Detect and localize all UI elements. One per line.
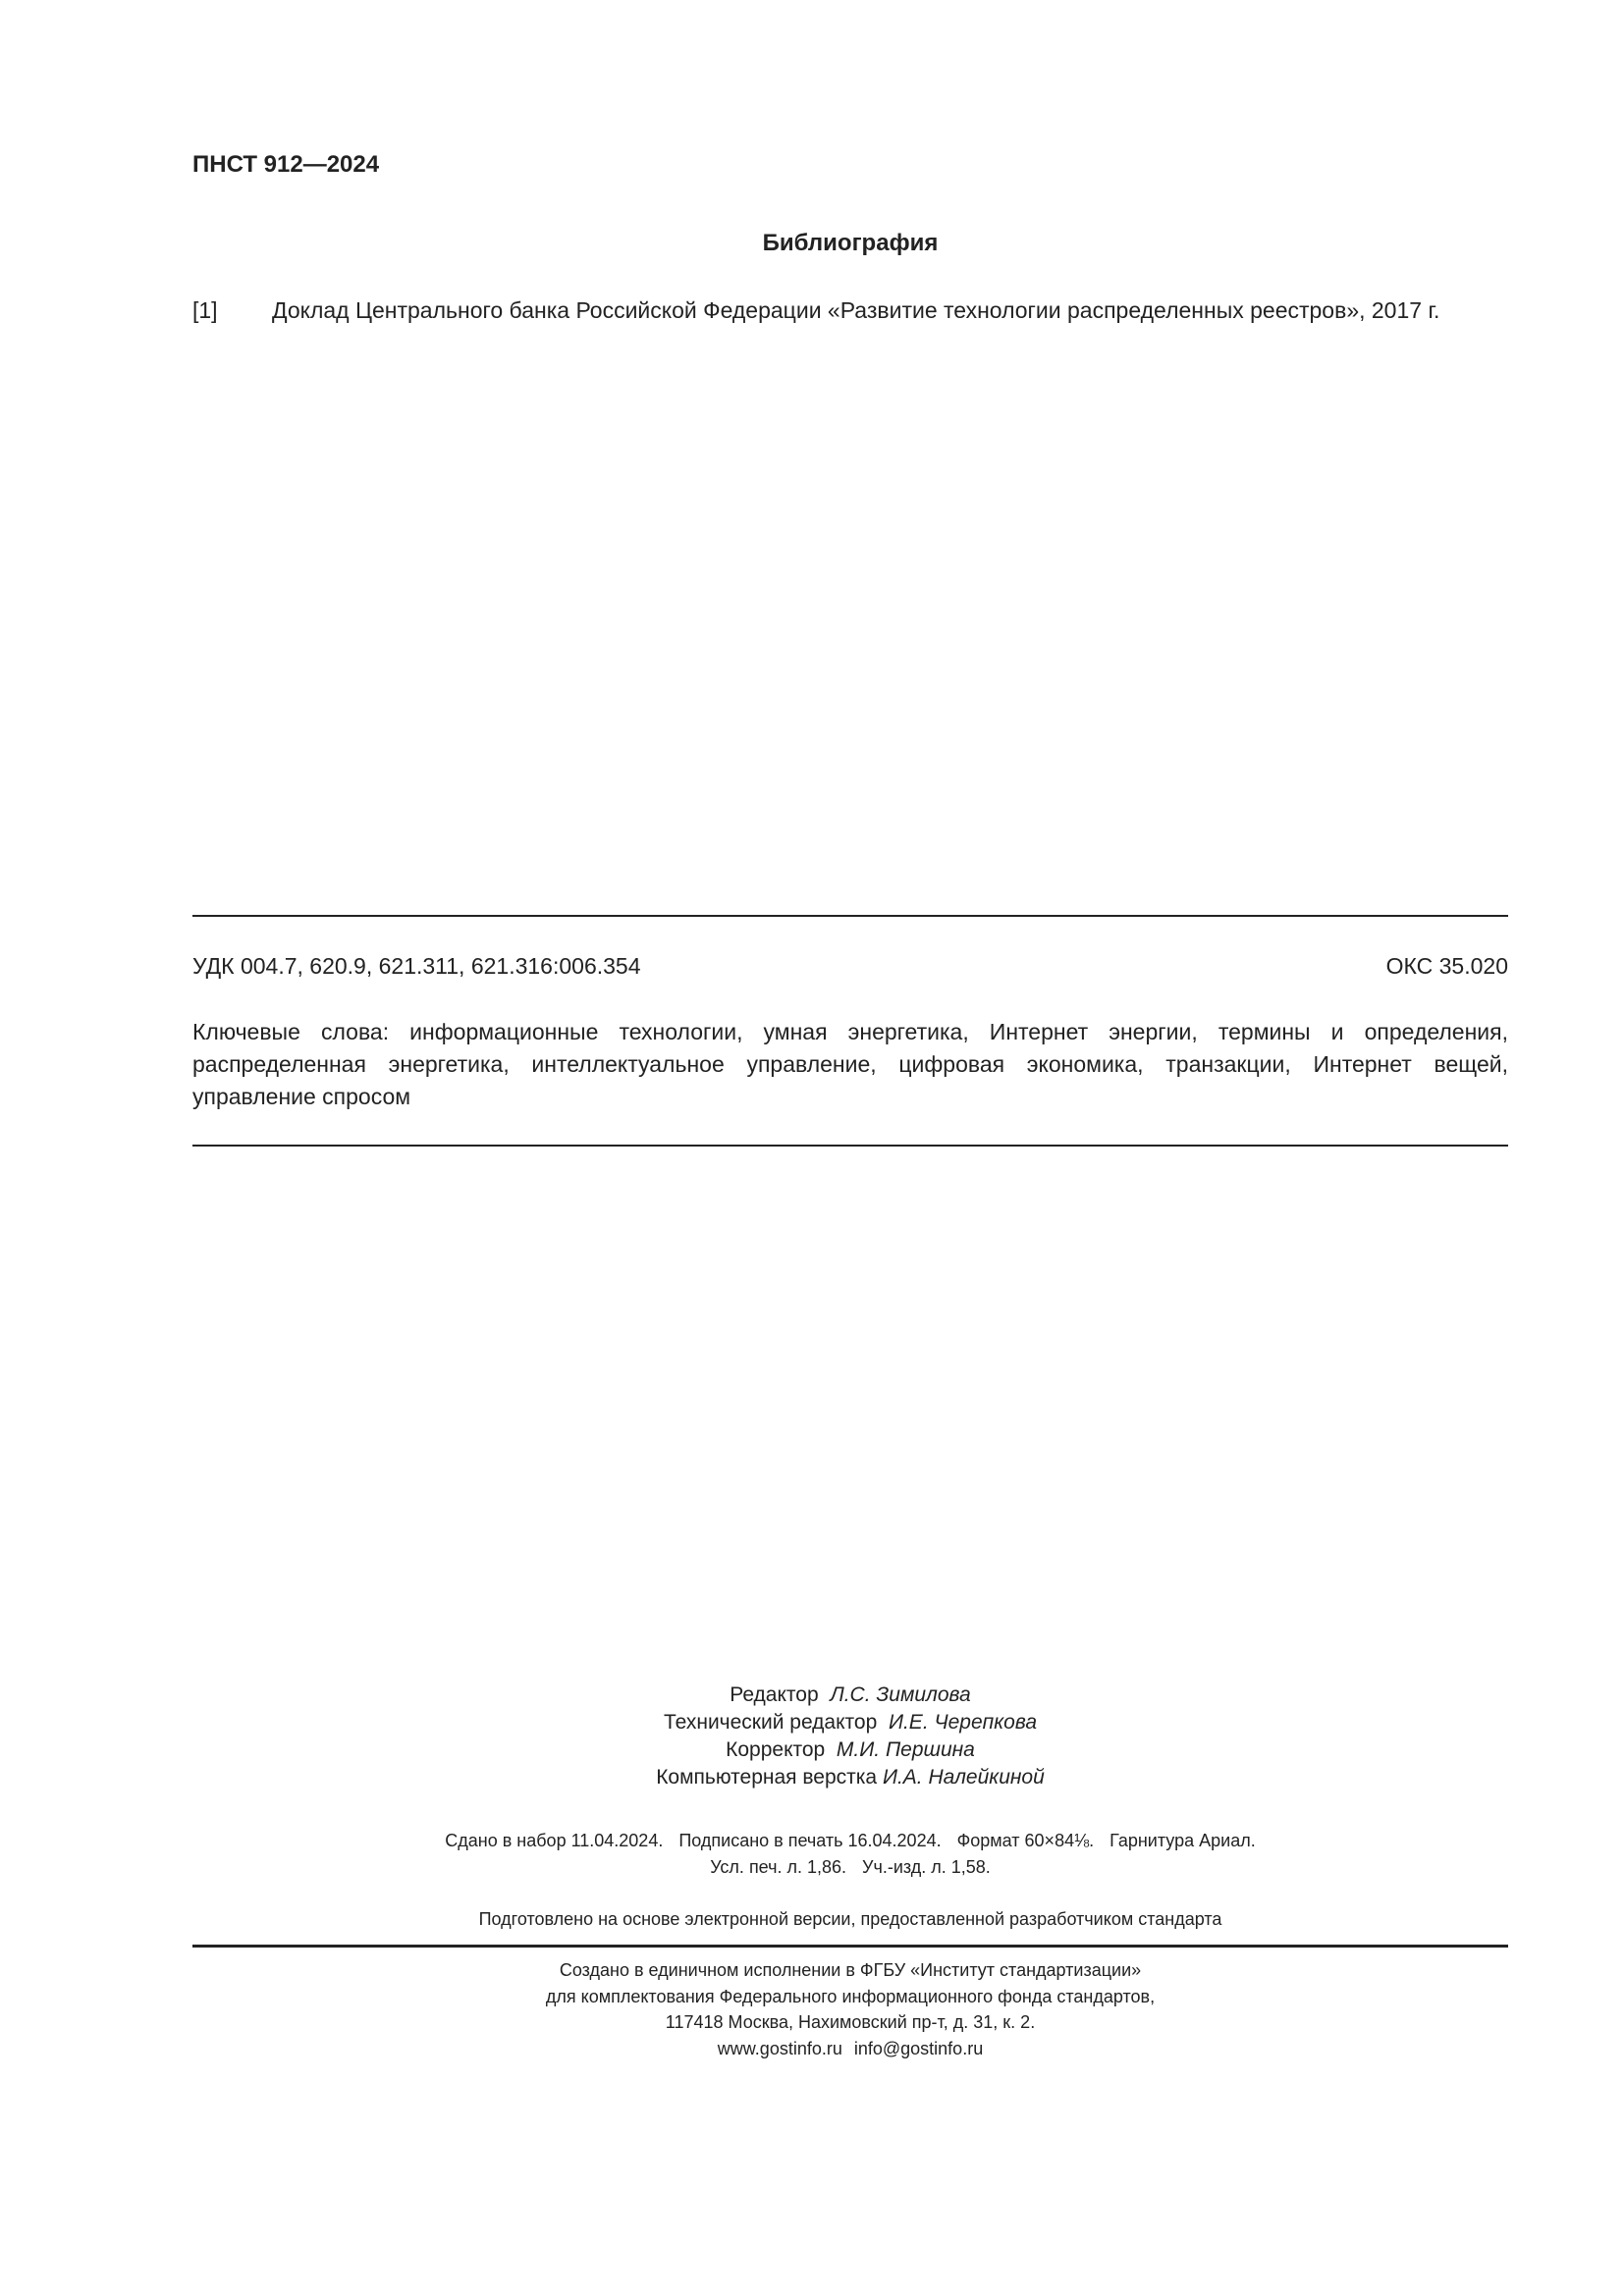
- oks-code: ОКС 35.020: [1385, 953, 1508, 979]
- credit-role: Технический редактор: [663, 1711, 878, 1734]
- credit-name: М.И. Першина: [836, 1738, 975, 1761]
- credit-role: Редактор: [730, 1683, 819, 1706]
- website-link[interactable]: www.gostinfo.ru: [717, 2039, 842, 2059]
- footer-contacts: [192, 2036, 1508, 2062]
- credit-name: И.А. Налейкиной: [882, 1766, 1045, 1789]
- bibliography-entry: [192, 296, 1508, 325]
- credit-editor: [192, 1682, 1508, 1709]
- footer-line-3: 117418 Москва, Нахимовский пр-т, д. 31, к. 2.: [665, 2012, 1036, 2033]
- email-link[interactable]: info@gostinfo.ru: [853, 2039, 984, 2059]
- document-code: ПНСТ 912—2024: [192, 151, 380, 178]
- publisher-footer: [192, 1957, 1508, 2062]
- credits: [192, 1682, 1508, 1791]
- publisher-sheets: Уч.-изд. л. 1,58.: [862, 1857, 991, 1877]
- imprint-line-1: [192, 1828, 1508, 1854]
- signed-date: Подписано в печать 16.04.2024.: [678, 1831, 942, 1850]
- submitted-date: Сдано в набор 11.04.2024.: [445, 1831, 664, 1850]
- bibliography-entry-number: [1]: [192, 297, 218, 323]
- credit-role: Корректор: [726, 1738, 826, 1761]
- print-sheets: Усл. печ. л. 1,86.: [710, 1857, 847, 1877]
- prepared-note: Подготовлено на основе электронной версии, предоставленной разработчиком стандарта: [478, 1909, 1222, 1929]
- imprint: [192, 1828, 1508, 1881]
- imprint-line-2: [192, 1854, 1508, 1881]
- keywords: Ключевые слова: информационные технологии, умная энергетика, Интернет энергии, термины и определения, распределенная энергетика, интеллектуальное управление, цифровая экономика, транзакции, Интернет вещей, управление спросом: [192, 1019, 1508, 1109]
- divider-bottom: [192, 1145, 1508, 1147]
- classification-row: [192, 952, 1508, 981]
- bibliography-title: Библиография: [762, 230, 939, 256]
- credit-role: Компьютерная верстка: [656, 1766, 878, 1789]
- divider-top: [192, 915, 1508, 917]
- credit-name: Л.С. Зимилова: [830, 1683, 971, 1706]
- credit-proofreader: [192, 1736, 1508, 1764]
- typeface: Гарнитура Ариал.: [1110, 1831, 1256, 1850]
- footer-line-2: для комплектования Федерального информационного фонда стандартов,: [545, 1986, 1156, 2006]
- credit-name: И.Е. Черепкова: [888, 1711, 1037, 1734]
- footer-divider: [192, 1945, 1508, 1948]
- footer-line-1: Создано в единичном исполнении в ФГБУ «Институт стандартизации»: [559, 1960, 1142, 1980]
- paper-format: Формат 60×84⅛.: [956, 1831, 1095, 1850]
- credit-layout: [192, 1764, 1508, 1791]
- credit-technical-editor: [192, 1709, 1508, 1736]
- udk-code: УДК 004.7, 620.9, 621.311, 621.316:006.354: [192, 953, 641, 979]
- bibliography-entry-text: Доклад Центрального банка Российской Федерации «Развитие технологии распределенных реестров», 2017 г.: [272, 297, 1440, 323]
